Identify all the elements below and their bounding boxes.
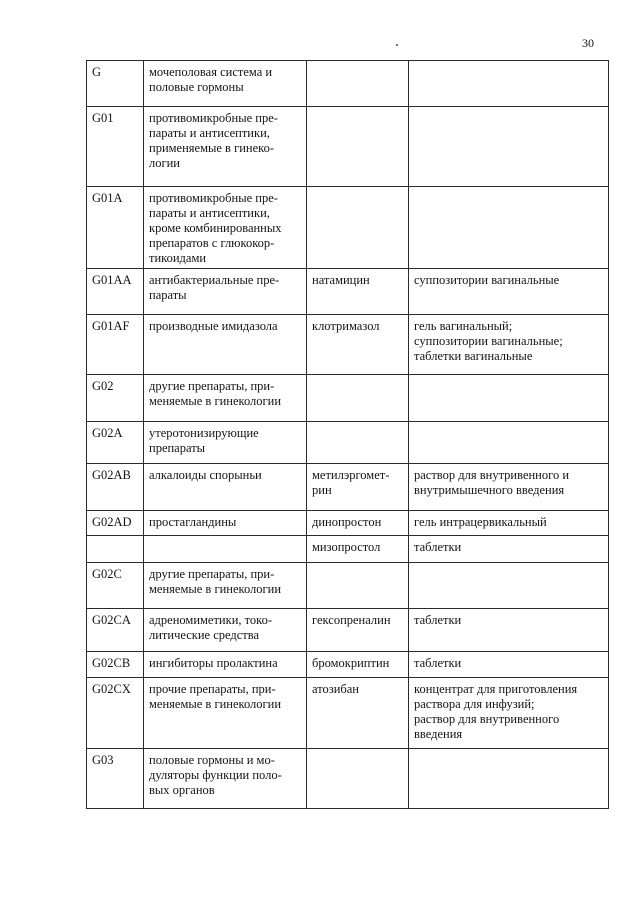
table-row (87, 652, 609, 678)
dosage-form-cell (409, 422, 609, 464)
atc-group-name-cell (144, 422, 307, 464)
cell-text: G02CX (92, 682, 131, 696)
dosage-form-cell (409, 269, 609, 315)
drug-inn-cell (307, 61, 409, 107)
cell-text: G02CB (92, 656, 131, 670)
cell-text-line: параты (149, 288, 187, 302)
drug-inn-cell (307, 563, 409, 609)
atc-group-name-cell (144, 187, 307, 269)
atc-group-name-cell (144, 609, 307, 652)
table-row (87, 315, 609, 375)
cell-text-line: таблетки (414, 656, 462, 670)
cell-text-line: половые гормоны (149, 80, 244, 94)
cell-text-line: дуляторы функции поло- (149, 768, 282, 782)
cell-text: G02A (92, 426, 123, 440)
cell-text-line: гексопреналин (312, 613, 391, 627)
atc-group-name-cell (144, 511, 307, 536)
table-row (87, 187, 609, 269)
cell-text-line: мочеполовая система и (149, 65, 273, 79)
cell-text-line: таблетки вагинальные (414, 349, 533, 363)
drug-inn-cell (307, 511, 409, 536)
cell-text-line: внутримышечного введения (414, 483, 565, 497)
table-row (87, 749, 609, 809)
dosage-form-cell (409, 749, 609, 809)
atc-group-name-cell (144, 375, 307, 422)
cell-text-line: таблетки (414, 613, 462, 627)
table-row (87, 375, 609, 422)
cell-text-line: атозибан (312, 682, 359, 696)
table-row (87, 536, 609, 563)
cell-text: G01A (92, 191, 123, 205)
cell-text-line: противомикробные пре- (149, 191, 278, 205)
cell-text-line: препаратов с глюкокор- (149, 236, 275, 250)
scan-speck (396, 44, 398, 46)
cell-text-line: меняемые в гинекологии (149, 582, 282, 596)
atc-group-name-cell (144, 652, 307, 678)
drug-inn-cell (307, 652, 409, 678)
cell-text-line: натамицин (312, 273, 370, 287)
atc-code-cell (87, 375, 144, 422)
cell-text-line: клотримазол (312, 319, 380, 333)
cell-text-line: антибактериальные пре- (149, 273, 280, 287)
table-row (87, 609, 609, 652)
cell-text: G (92, 65, 102, 79)
table-body (87, 61, 609, 809)
cell-text: G02CA (92, 613, 131, 627)
drug-inn-cell (307, 536, 409, 563)
cell-text-line: ингибиторы пролактина (149, 656, 278, 670)
cell-text-line: мизопростол (312, 540, 381, 554)
cell-text-line: гель вагинальный; (414, 319, 513, 333)
cell-text-line: меняемые в гинекологии (149, 697, 282, 711)
cell-text: G02AD (92, 515, 132, 529)
cell-text-line: меняемые в гинекологии (149, 394, 282, 408)
table-row (87, 107, 609, 187)
dosage-form-cell (409, 536, 609, 563)
dosage-form-cell (409, 464, 609, 511)
atc-group-name-cell (144, 61, 307, 107)
atc-code-cell (87, 187, 144, 269)
cell-text-line: тикоидами (149, 251, 207, 265)
drug-inn-cell (307, 107, 409, 187)
cell-text: G02C (92, 567, 122, 581)
cell-text: G01AF (92, 319, 130, 333)
cell-text-line: прочие препараты, при- (149, 682, 276, 696)
atc-code-cell (87, 107, 144, 187)
dosage-form-cell (409, 652, 609, 678)
cell-text: G01 (92, 111, 114, 125)
dosage-form-cell (409, 678, 609, 749)
cell-text: G02AB (92, 468, 131, 482)
cell-text-line: препараты (149, 441, 206, 455)
cell-text-line: параты и антисептики, (149, 206, 270, 220)
atc-code-cell (87, 269, 144, 315)
atc-code-cell (87, 536, 144, 563)
atc-code-cell (87, 749, 144, 809)
atc-group-name-cell (144, 464, 307, 511)
cell-text-line: параты и антисептики, (149, 126, 270, 140)
dosage-form-cell (409, 107, 609, 187)
table-row (87, 422, 609, 464)
atc-group-name-cell (144, 269, 307, 315)
drug-inn-cell (307, 315, 409, 375)
cell-text-line: раствора для инфузий; (414, 697, 535, 711)
cell-text-line: утеротонизирующие (149, 426, 259, 440)
cell-text-line: гель интрацервикальный (414, 515, 547, 529)
atc-code-cell (87, 609, 144, 652)
cell-text-line: половые гормоны и мо- (149, 753, 275, 767)
cell-text-line: другие препараты, при- (149, 567, 275, 581)
cell-text-line: суппозитории вагинальные (414, 273, 560, 287)
cell-text: G02 (92, 379, 114, 393)
table-row (87, 563, 609, 609)
atc-group-name-cell (144, 536, 307, 563)
cell-text-line: другие препараты, при- (149, 379, 275, 393)
cell-text-line: вых органов (149, 783, 215, 797)
cell-text-line: производные имидазола (149, 319, 278, 333)
cell-text-line: введения (414, 727, 463, 741)
cell-text-line: бромокриптин (312, 656, 390, 670)
drug-inn-cell (307, 422, 409, 464)
atc-code-cell (87, 678, 144, 749)
cell-text-line: литические средства (149, 628, 260, 642)
cell-text-line: раствор для внутривенного (414, 712, 560, 726)
cell-text-line: раствор для внутривенного и (414, 468, 570, 482)
atc-code-cell (87, 422, 144, 464)
atc-drug-table (86, 60, 609, 809)
table-row (87, 464, 609, 511)
page-number: 30 (582, 36, 594, 50)
dosage-form-cell (409, 375, 609, 422)
drug-inn-cell (307, 375, 409, 422)
atc-code-cell (87, 464, 144, 511)
cell-text-line: кроме комбинированных (149, 221, 282, 235)
cell-text-line: динопростон (312, 515, 382, 529)
cell-text: G01AA (92, 273, 132, 287)
cell-text-line: концентрат для приготовления (414, 682, 578, 696)
cell-text-line: рин (312, 483, 332, 497)
atc-code-cell (87, 315, 144, 375)
table-row (87, 511, 609, 536)
atc-group-name-cell (144, 563, 307, 609)
atc-group-name-cell (144, 107, 307, 187)
drug-inn-cell (307, 678, 409, 749)
table-row (87, 678, 609, 749)
table-row (87, 269, 609, 315)
cell-text-line: применяемые в гинеко- (149, 141, 274, 155)
dosage-form-cell (409, 61, 609, 107)
atc-group-name-cell (144, 749, 307, 809)
atc-group-name-cell (144, 315, 307, 375)
drug-inn-cell (307, 269, 409, 315)
cell-text-line: метилэргомет- (312, 468, 390, 482)
cell-text: G03 (92, 753, 114, 767)
cell-text-line: таблетки (414, 540, 462, 554)
drug-inn-cell (307, 464, 409, 511)
dosage-form-cell (409, 511, 609, 536)
drug-inn-cell (307, 187, 409, 269)
cell-text-line: противомикробные пре- (149, 111, 278, 125)
atc-code-cell (87, 652, 144, 678)
dosage-form-cell (409, 563, 609, 609)
drug-inn-cell (307, 749, 409, 809)
table-row (87, 61, 609, 107)
dosage-form-cell (409, 187, 609, 269)
cell-text-line: логии (149, 156, 180, 170)
cell-text-line: адреномиметики, токо- (149, 613, 273, 627)
drug-inn-cell (307, 609, 409, 652)
dosage-form-cell (409, 315, 609, 375)
cell-text-line: суппозитории вагинальные; (414, 334, 563, 348)
atc-group-name-cell (144, 678, 307, 749)
cell-text-line: простагландины (149, 515, 237, 529)
cell-text-line: алкалоиды спорыньи (149, 468, 262, 482)
atc-code-cell (87, 61, 144, 107)
atc-code-cell (87, 563, 144, 609)
atc-code-cell (87, 511, 144, 536)
dosage-form-cell (409, 609, 609, 652)
